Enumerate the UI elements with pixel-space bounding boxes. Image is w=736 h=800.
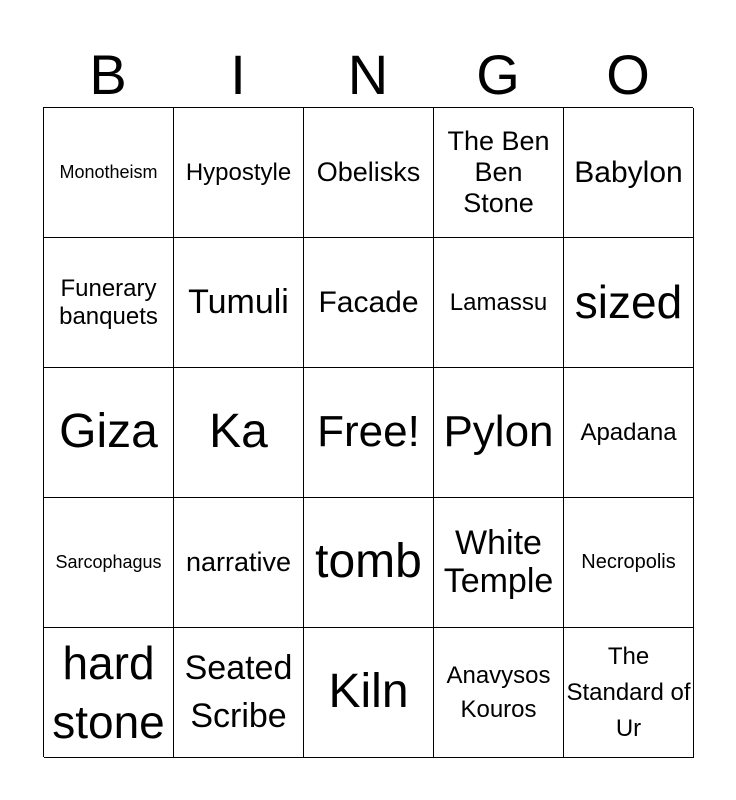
cell-text: Kiln	[328, 665, 409, 719]
bingo-cell[interactable]	[434, 238, 564, 368]
cell-text: Hypostyle	[185, 158, 292, 186]
cell-text: Funerary banquets	[59, 274, 158, 330]
bingo-cell[interactable]	[564, 368, 694, 498]
bingo-cell[interactable]	[304, 628, 434, 758]
bingo-cell[interactable]	[564, 628, 694, 758]
cell-text: tomb	[315, 535, 422, 589]
bingo-cell[interactable]	[564, 108, 694, 238]
cell-text: Obelisks	[316, 156, 421, 187]
bingo-cell[interactable]	[44, 368, 174, 498]
bingo-cell[interactable]	[44, 108, 174, 238]
bingo-cell[interactable]	[564, 238, 694, 368]
bingo-cell[interactable]	[304, 238, 434, 368]
bingo-cell[interactable]	[434, 368, 564, 498]
bingo-cell[interactable]	[434, 628, 564, 758]
header-letter-o: O	[606, 43, 650, 106]
bingo-cell[interactable]	[434, 498, 564, 628]
cell-text: Necropolis	[581, 551, 676, 573]
cell-text: Giza	[59, 405, 158, 459]
bingo-cell[interactable]	[174, 108, 304, 238]
cell-text: Apadana	[580, 418, 677, 446]
cell-text: The Standard of Ur	[566, 642, 691, 742]
cell-text: Tumuli	[188, 282, 289, 321]
bingo-cell[interactable]	[174, 238, 304, 368]
bingo-cell[interactable]	[174, 498, 304, 628]
free-space-cell[interactable]	[304, 368, 434, 498]
header-letter-b: B	[89, 43, 127, 106]
bingo-cell[interactable]	[304, 108, 434, 238]
cell-text: hard stone	[52, 636, 165, 748]
bingo-cell[interactable]	[174, 628, 304, 758]
cell-text: Facade	[318, 286, 419, 319]
cell-text: White Temple	[443, 524, 554, 600]
bingo-cell[interactable]	[44, 628, 174, 758]
header-letter-n: N	[347, 43, 389, 106]
bingo-cell[interactable]	[434, 108, 564, 238]
free-space-text: Free!	[317, 407, 420, 457]
bingo-cell[interactable]	[44, 238, 174, 368]
cell-text: Monotheism	[59, 162, 158, 183]
bingo-cell[interactable]	[564, 498, 694, 628]
bingo-cell[interactable]	[44, 498, 174, 628]
cell-text: Sarcophagus	[55, 552, 162, 573]
cell-text: narrative	[185, 546, 292, 577]
cell-text: sized	[574, 276, 683, 329]
header-letter-i: I	[230, 43, 246, 106]
bingo-card	[43, 107, 693, 757]
cell-text: Babylon	[574, 156, 683, 189]
cell-text: The Ben Ben Stone	[447, 125, 550, 219]
bingo-cell[interactable]	[174, 368, 304, 498]
bingo-cell[interactable]	[304, 498, 434, 628]
cell-text: Ka	[209, 405, 268, 459]
cell-text: Seated Scribe	[184, 648, 293, 735]
cell-text: Anavysos Kouros	[446, 661, 551, 723]
cell-text: Lamassu	[449, 288, 548, 316]
header-letter-g: G	[476, 43, 520, 106]
cell-text: Pylon	[443, 407, 554, 457]
bingo-header	[43, 42, 693, 108]
